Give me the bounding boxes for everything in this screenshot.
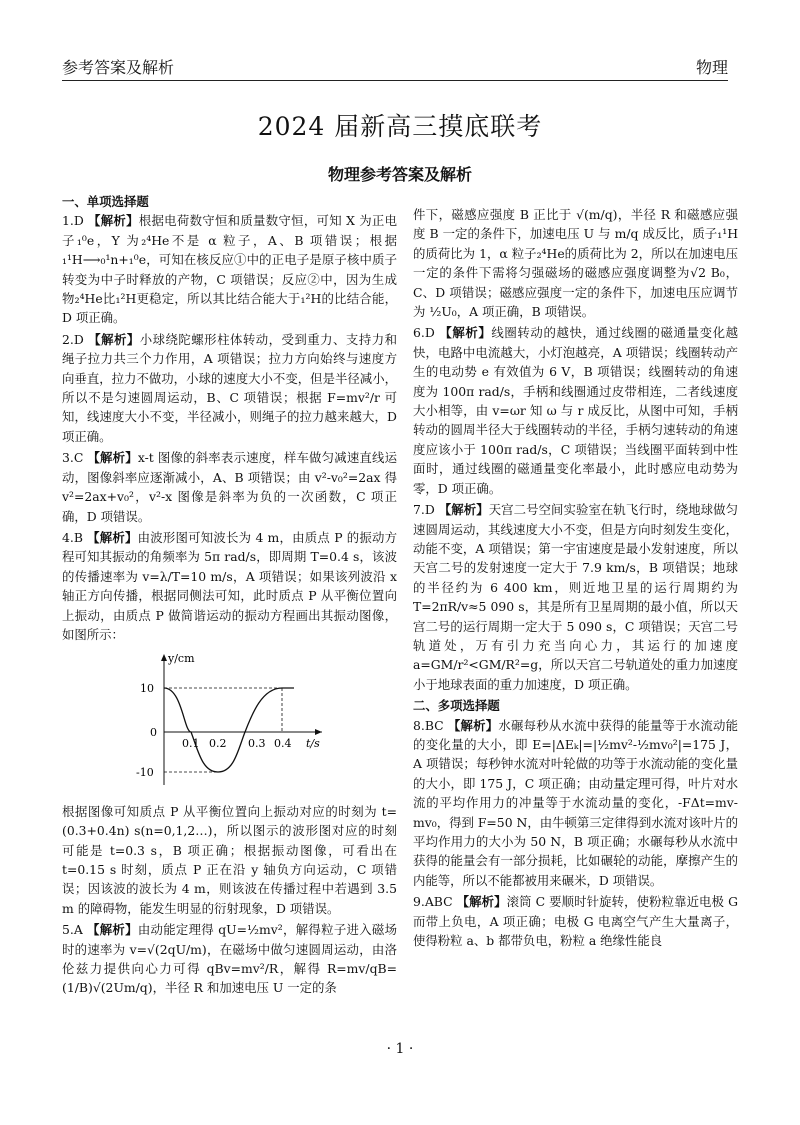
analysis-tag: 【解析】 bbox=[88, 331, 140, 347]
answer-number: 6.D bbox=[413, 325, 435, 341]
x-axis-label: t/s bbox=[306, 737, 320, 751]
answer-text: 小球绕陀螺形柱体转动，受到重力、支持力和绳子拉力共三个力作用，A 项错误；拉力方向始终与速度方向垂直，拉力不做功，小球的速度大小不变，但是半径减小，所以不是匀速圆周运动，B、C 项错误；根据 F=mv²/r 可知，线速度大小不变，半径减小，则绳子的拉力越来越大，D 项正确。 bbox=[62, 331, 397, 444]
answer-text: 根据电荷数守恒和质量数守恒，可知 X 为正电子₁⁰e，Y 为₂⁴He不是 α 粒子，A、B 项错误；根据 ₁¹H⟶₀¹n+₁⁰e，可知在核反应①中的正电子是原子核中质子转变为中子时释放的产物，C 项错误；反应②中，因为生成物₂⁴He比₁²H更稳定，所以其比结合能大于₁²H的比结合能，D 项正确。 bbox=[62, 213, 397, 326]
x-tick-0.1: 0.1 bbox=[182, 737, 200, 751]
page-number: · 1 · bbox=[386, 1041, 414, 1057]
answer-item-5-continued: 件下，磁感应强度 B 正比于 √(m/q)，半径 R 和磁感应强度 B 一定的条件下，加速电压 U 与 m/q 成反比，质子₁¹H的质荷比为 1，α 粒子₂⁴He的质荷比为 2，所以在加速电压一定的条件下需将匀强磁场的磁感应强度调整为√2 B₀，C、D 项错误；磁感应强度一定的条件下，加速电压应调节为 ½U₀，A 项正确，B 项错误。 bbox=[413, 207, 738, 320]
page-header bbox=[62, 48, 728, 78]
section-heading-multiple-choice: 二、多项选择题 bbox=[413, 698, 500, 714]
page-title: 2024 届新高三摸底联考 bbox=[257, 112, 543, 141]
answer-item-1 bbox=[62, 211, 397, 327]
answer-number: 8.BC bbox=[413, 717, 444, 733]
x-tick-0.2: 0.2 bbox=[209, 737, 227, 751]
y-tick-10: 10 bbox=[140, 682, 154, 696]
answer-item-7 bbox=[413, 500, 738, 694]
analysis-tag: 【解析】 bbox=[87, 450, 138, 466]
answer-item-8 bbox=[413, 716, 738, 891]
answer-text: x-t 图像的斜率表示速度，样车做匀减速直线运动，图像斜率应逐渐减小，A、B 项错误；由 v²-v₀²=2ax 得 v²=2ax+v₀²，v²-x 图像是斜率为负的一次函数，C 项正确，D 项错误。 bbox=[62, 450, 397, 524]
vibration-graph-svg bbox=[122, 650, 332, 790]
answer-number: 4.B bbox=[62, 529, 83, 545]
answer-text: 由动能定理得 qU=½mv²，解得粒子进入磁场时的速率为 v=√(2qU/m)，在磁场中做匀速圆周运动，由洛伦兹力提供向心力可得 qBv=mv²/R，解得 R=mv/qB=(1/B)√(2Um/q)，半径 R 和加速电压 U 一定的条 bbox=[62, 922, 398, 996]
answer-number: 3.C bbox=[62, 450, 84, 466]
answer-item-4-continued: 根据图像可知质点 P 从平衡位置向上振动对应的时刻为 t=(0.3+0.4n) s(n=0,1,2…)，所以图示的波形图对应的时刻可能是 t=0.3 s，B 项正确；根据振动图像，可看出在 t=0.15 s 时刻，质点 P 正在沿 y 轴负方向运动，C 项错误；因该波的波长为 4 m，则该波在传播过程中若遇到 3.5 m 的障碍物，能发生明显的衍射现象，D 项错误。 bbox=[62, 803, 397, 916]
header-left-label: 参考答案及解析 bbox=[62, 58, 175, 77]
analysis-tag: 【解析】 bbox=[447, 717, 499, 733]
answer-item-4 bbox=[62, 528, 397, 644]
t-axis-arrow bbox=[315, 729, 322, 735]
answer-text: 线圈转动的越快，通过线圈的磁通量变化越快，电路中电流越大，小灯泡越亮，A 项错误；线圈转动产生的电动势 e 有效值为 6 V，B 项错误；线圈转动的角速度为 100π rad/s，手柄和线圈通过皮带相连，二者线速度大小相等，由 v=ωr 知 ω 与 r 成反比，从图中可知，手柄转动的圆周半径大于线圈转动的半径，手柄匀速转动的角速度应该小于 100π rad/s，C 项错误；当线圈平面转到中性面时，通过线圈的磁通量变化率最小，此时感应电动势为零，D 项正确。 bbox=[413, 325, 739, 496]
answer-item-9 bbox=[413, 892, 738, 950]
answer-text: 滚筒 C 要顺时针旋转，使粉粒靠近电极 G 而带上负电，A 项正确；电极 G 电离空气产生大量离子，使得粉粒 a、b 都带负电，粉粒 a 绝缘性能良 bbox=[413, 894, 738, 949]
answer-number: 7.D bbox=[413, 502, 435, 518]
answer-number: 9.ABC bbox=[413, 894, 453, 910]
answer-number: 5.A bbox=[62, 922, 83, 938]
y-tick-minus10: -10 bbox=[136, 766, 154, 780]
answer-item-5 bbox=[62, 920, 397, 998]
answer-item-2 bbox=[62, 330, 397, 446]
vibration-graph bbox=[122, 650, 397, 795]
answer-text: 由波形图可知波长为 4 m，由质点 P 的振动方程可知其振动的角频率为 5π rad/s，即周期 T=0.4 s，该波的传播速率为 v=λ/T=10 m/s，A 项错误；如果该列波沿 x 轴正方向传播，根据同侧法可知，此时质点 P 从平衡位置向上振动，由质点 P 做简谐运动的振动方程画出其振动图像，如图所示： bbox=[62, 529, 397, 642]
y-axis-label: y/cm bbox=[168, 652, 195, 666]
y-tick-0: 0 bbox=[150, 726, 157, 740]
x-tick-0.4: 0.4 bbox=[274, 737, 292, 751]
answer-text: 天宫二号空间实验室在轨飞行时，绕地球做匀速圆周运动，其线速度大小不变，但是方向时刻发生变化，动能不变，A 项错误；第一宇宙速度是最小发射速度，所以天宫二号的发射速度一定大于 7.9 km/s，B 项错误；地球的半径约为 6 400 km，则近地卫星的运行周期约为 T=2πR/v≈5 090 s，其是所有卫星周期的最小值，所以天宫二号的运行周期一定大于 5 090 s，C 项错误；天宫二号轨道处，万有引力充当向心力，其运行的加速度 a=GM/r²<GM/R²=g，所以天宫二号轨道处的重力加速度小于地球表面的重力加速度，D 项正确。 bbox=[413, 502, 739, 692]
answer-text: 水碾每秒从水流中获得的能量等于水流动能的变化量的大小，即 E=|ΔEₖ|=|½mv²-½mv₀²|=175 J，A 项错误；每秒钟水流对叶轮做的功等于水流动能的变化量的大小，即 175 J，C 项正确；由动量定理可得，叶片对水流的平均作用力的冲量等于水流动量的变化，-FΔt=mv-mv₀，得到 F=50 N，由牛顿第三定律得到水流对该叶片的平均作用力的大小为 50 N，B 项正确；水碾每秒从水流中获得的能量会有一部分损耗，比如碾轮的动能，摩擦产生的内能等，所以不能都被用来碾米，D 项错误。 bbox=[413, 717, 739, 888]
answer-number: 1.D bbox=[62, 213, 84, 229]
analysis-tag: 【解析】 bbox=[438, 502, 489, 518]
analysis-tag: 【解析】 bbox=[456, 894, 507, 910]
header-divider bbox=[62, 80, 728, 81]
analysis-tag: 【解析】 bbox=[87, 922, 138, 938]
y-axis-arrow bbox=[161, 654, 167, 661]
left-column bbox=[62, 192, 397, 1000]
page-subtitle: 物理参考答案及解析 bbox=[327, 165, 472, 184]
analysis-tag: 【解析】 bbox=[439, 325, 492, 341]
analysis-tag: 【解析】 bbox=[88, 213, 139, 229]
answer-item-3 bbox=[62, 448, 397, 526]
x-tick-0.3: 0.3 bbox=[248, 737, 266, 751]
vibration-curve bbox=[164, 688, 294, 772]
answer-item-6 bbox=[413, 323, 738, 498]
analysis-tag: 【解析】 bbox=[87, 529, 138, 545]
header-subject-label: 物理 bbox=[695, 58, 728, 77]
right-column bbox=[413, 205, 738, 952]
section-heading-single-choice: 一、单项选择题 bbox=[62, 194, 149, 209]
answer-number: 2.D bbox=[62, 331, 84, 347]
